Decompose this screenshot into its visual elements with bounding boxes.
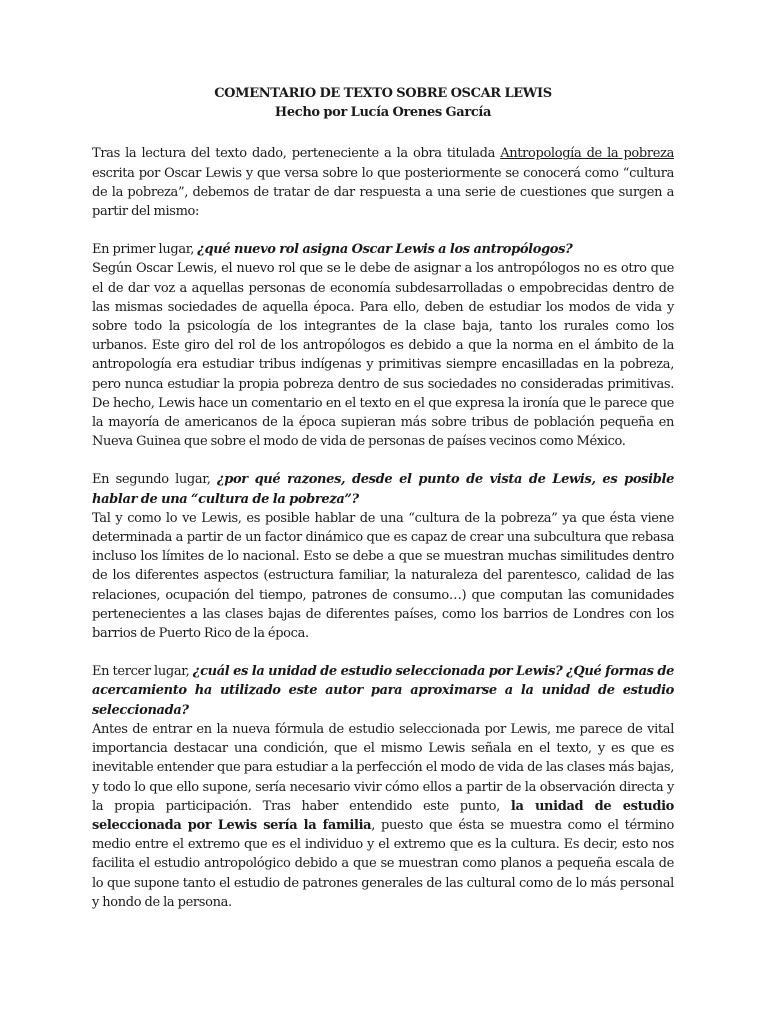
section-3-question-line [92, 662, 674, 720]
section-3 [92, 662, 674, 912]
section-3-answer-highlight: la unidad de estudio seleccionada por Lewis sería la familia [92, 798, 674, 833]
intro-block [92, 144, 674, 221]
section-2-lead: En segundo lugar, [92, 472, 217, 488]
intro-paragraph [92, 144, 674, 221]
section-3-lead: En tercer lugar, [92, 664, 193, 680]
document-title: COMENTARIO DE TEXTO SOBRE OSCAR LEWIS [214, 86, 552, 101]
intro-text-1: Tras la lectura del texto dado, perteneciente a la obra titulada [92, 146, 501, 162]
section-2 [92, 470, 674, 643]
section-2-answer: Tal y como lo ve Lewis, es posible hablar de una “cultura de la pobreza” ya que ésta viene determinada a partir de un factor dinámico que es capaz de crear una subcultura que rebasa incluso los límites de lo nacional. Esto se debe a que se muestran muchas similitudes dentro de los diferentes aspectos (estructura familiar, la naturaleza del parentesco, calidad de las relaciones, ocupación del tiempo, patrones de consumo…) que computan las comunidades pertenecientes a las clases bajas de diferentes países, como los barrios de Londres con los barrios de Puerto Rico de la época. [92, 510, 674, 642]
section-2-question: ¿por qué razones, desde el punto de vista de Lewis, es posible hablar de una “cultura de la pobreza”? [92, 472, 674, 507]
section-2-question-line [92, 470, 674, 508]
section-1-answer: Según Oscar Lewis, el nuevo rol que se le debe de asignar a los antropólogos no es otro que el de dar voz a aquellas personas de economía subdesarrolladas o empobrecidas dentro de las mismas sociedades de aquella época. Para ello, deben de estudiar los modos de vida y sobre todo la psicología de los integrantes de la clase baja, tanto los rurales como los urbanos. Este giro del rol de los antropólogos es debido a que la norma en el ámbito de la antropología era estudiar tribus indígenas y primitivas siempre encasilladas en la pobreza, pero nunca estudiar la propia pobreza dentro de sus sociedades no consideradas primitivas. De hecho, Lewis hace un comentario en el texto en el que expresa la ironía que le parece que la mayoría de americanos de la época supieran más sobre tribus de población pequeña en Nueva Guinea que sobre el modo de vida de personas de países vecinos como México. [92, 261, 674, 450]
section-1-question: ¿qué nuevo rol asigna Oscar Lewis a los antropólogos? [197, 242, 573, 258]
document-subtitle: Hecho por Lucía Orenes García [274, 105, 492, 121]
document-page [92, 84, 674, 931]
section-1-question-line [92, 240, 674, 259]
section-3-answer [92, 720, 674, 912]
section-3-question: ¿cuál es la unidad de estudio seleccionada por Lewis? ¿Qué formas de acercamiento ha utilizado este autor para aproximarse a la unidad de estudio seleccionada? [92, 664, 674, 718]
section-1 [92, 240, 674, 451]
section-3-answer-text-1: Antes de entrar en la nueva fórmula de estudio seleccionada por Lewis, me parece de vital importancia destacar una condición, que el mismo Lewis señala en el texto, y es que es inevitable entender que para estudiar a la perfección el modo de vida de las clases más bajas, y todo lo que ello supone, sería necesario vivir cómo ellos a partir de la observación directa y la propia participación. Tras haber entendido este punto, [92, 721, 674, 814]
intro-text-2: escrita por Oscar Lewis y que versa sobre lo que posteriormente se conocerá como “cultura de la pobreza”, debemos de tratar de dar respuesta a una serie de cuestiones que surgen a partir del mismo: [92, 165, 674, 220]
section-1-lead: En primer lugar, [92, 242, 198, 258]
section-3-answer-text-2: , puesto que ésta se muestra como el término medio entre el extremo que es el individuo y el extremo que es la cultura. Es decir, esto nos facilita el estudio antropológico debido a que se muestran como planos a pequeña escala de lo que supone tanto el estudio de patrones generales de las cultural como de lo más personal y hondo de la persona. [92, 817, 675, 910]
book-title: Antropología de la pobreza [500, 146, 674, 162]
